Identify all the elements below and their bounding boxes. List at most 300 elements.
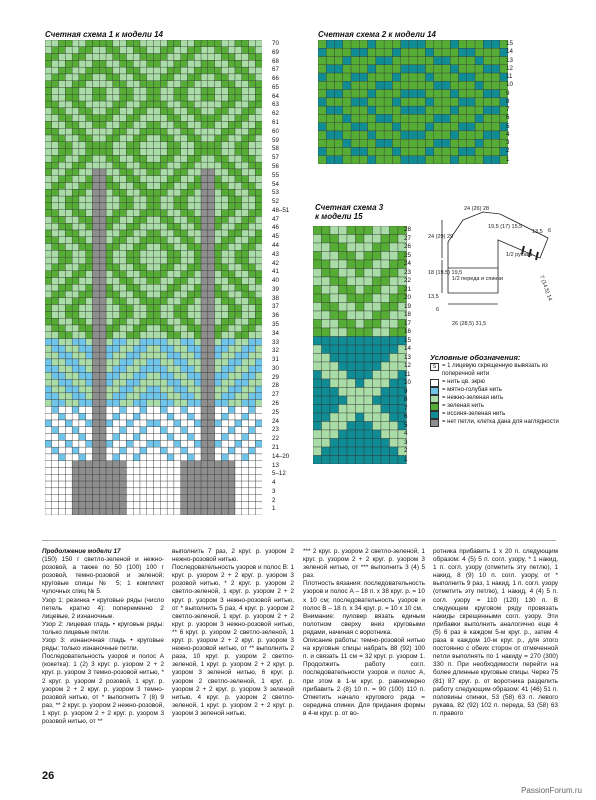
chart1-cell (72, 359, 79, 366)
chart2-cell (409, 156, 417, 164)
chart1-cell (99, 81, 106, 88)
chart1-cell (126, 481, 133, 488)
chart1-cell (133, 169, 140, 176)
chart1-cell (113, 121, 120, 128)
chart1-cell (147, 488, 154, 495)
chart3-cell (339, 226, 348, 235)
chart1-cell (255, 393, 262, 400)
row-number: 5 (506, 122, 510, 130)
chart1-cell (52, 345, 59, 352)
chart3-cell (381, 396, 390, 405)
chart1-cell (154, 196, 161, 203)
chart1-cell (221, 345, 228, 352)
chart1-cell (235, 183, 242, 190)
chart1-cell (72, 386, 79, 393)
chart1-cell (52, 115, 59, 122)
chart1-cell (201, 54, 208, 61)
chart1-cell (86, 400, 93, 407)
chart1-cell (133, 413, 140, 420)
chart1-cell (72, 67, 79, 74)
chart1-cell (235, 203, 242, 210)
row-number: 64 (272, 92, 279, 100)
row-number: 18 (404, 311, 411, 318)
chart1-cell (167, 311, 174, 318)
chart1-cell (86, 393, 93, 400)
paragraph: (150) 150 г светло-зеленой и нежно-розовой, а также по 50 (100) 100 г розовой, темно-розовой и зеленой; круговые спицы № 5; 1 комплект чулочных спиц № 5. (42, 556, 164, 596)
chart1-cell (249, 278, 256, 285)
chart3-cell (381, 269, 390, 278)
chart1-cell (255, 311, 262, 318)
chart1-cell (120, 481, 127, 488)
chart1-cell (106, 495, 113, 502)
chart1-cell (201, 257, 208, 264)
row-number: 2 (272, 496, 276, 504)
chart2-cell (376, 65, 384, 73)
row-number: 23 (404, 268, 411, 276)
chart1-cell (194, 250, 201, 257)
chart1-cell (174, 325, 181, 332)
chart1-cell (221, 298, 228, 305)
chart1-cell (194, 373, 201, 380)
chart1-cell (154, 47, 161, 54)
legend-swatch (430, 419, 439, 427)
chart2-cell (483, 40, 491, 48)
chart1-cell (93, 400, 100, 407)
chart1-cell (147, 400, 154, 407)
chart1-cell (221, 481, 228, 488)
chart1-cell (72, 183, 79, 190)
paragraph: Узор 1: резинка • круговые ряды (число петель кратно 4): попеременно 2 лицевые, 2 изнаночные. (42, 596, 164, 620)
chart1-cell (133, 495, 140, 502)
chart2-cell (376, 40, 384, 48)
chart1-cell (59, 386, 66, 393)
chart1-cell (72, 474, 79, 481)
chart1-cell (194, 291, 201, 298)
chart1-cell (140, 155, 147, 162)
chart1-cell (228, 284, 235, 291)
chart1-cell (228, 47, 235, 54)
chart1-cell (120, 366, 127, 373)
legend-text: = нежно-зеленая нить (442, 395, 504, 401)
chart1-cell (106, 366, 113, 373)
chart1-cell (215, 135, 222, 142)
chart2-cell (335, 123, 343, 131)
chart1-cell (194, 155, 201, 162)
chart3-cell (364, 345, 373, 354)
chart3-cell (364, 405, 373, 414)
chart1-cell (174, 88, 181, 95)
chart1-cell (181, 318, 188, 325)
chart1-cell (65, 413, 72, 420)
chart1-cell (228, 474, 235, 481)
chart1-cell (45, 318, 52, 325)
chart1-cell (194, 393, 201, 400)
chart2-cell (384, 65, 392, 73)
chart3-cell (347, 294, 356, 303)
row-number: 40 (272, 277, 279, 285)
chart1-cell (45, 291, 52, 298)
chart1-cell (93, 244, 100, 251)
chart1-cell (174, 250, 181, 257)
chart1-cell (208, 169, 215, 176)
chart1-cell (235, 413, 242, 420)
chart1-cell (201, 284, 208, 291)
chart1-cell (215, 115, 222, 122)
chart1-cell (188, 230, 195, 237)
chart1-cell (242, 47, 249, 54)
chart1-cell (215, 264, 222, 271)
chart1-cell (154, 244, 161, 251)
chart1-cell (174, 121, 181, 128)
chart1-cell (249, 379, 256, 386)
chart3-cell (356, 311, 365, 320)
chart1-cell (154, 461, 161, 468)
chart1-cell (99, 366, 106, 373)
chart2-cell (475, 106, 483, 114)
chart1-cell (181, 386, 188, 393)
chart1-cell (126, 94, 133, 101)
chart1-cell (79, 311, 86, 318)
chart1-cell (126, 88, 133, 95)
chart1-cell (86, 427, 93, 434)
chart1-cell (174, 237, 181, 244)
chart2-cell (359, 65, 367, 73)
chart1-cell (215, 216, 222, 223)
chart1-cell (99, 434, 106, 441)
chart1-cell (86, 325, 93, 332)
chart2-cell (359, 73, 367, 81)
chart3-cell (373, 243, 382, 252)
chart3-cell (356, 396, 365, 405)
chart1-cell (99, 495, 106, 502)
chart1-cell (106, 257, 113, 264)
chart1-cell (208, 488, 215, 495)
chart1-cell (201, 400, 208, 407)
chart2-cell (434, 98, 442, 106)
chart2-cell (434, 81, 442, 89)
chart1-cell (167, 474, 174, 481)
row-number: 65 (272, 83, 279, 91)
chart1-cell (147, 427, 154, 434)
chart1-cell (208, 359, 215, 366)
chart2-cell (326, 98, 334, 106)
chart1-cell (242, 474, 249, 481)
chart2-cell (492, 40, 500, 48)
legend-text: = нить цв. экрю (442, 379, 485, 385)
chart1-cell (113, 284, 120, 291)
chart1-cell (208, 250, 215, 257)
chart1-cell (79, 94, 86, 101)
chart1-cell (228, 501, 235, 508)
chart1-cell (120, 284, 127, 291)
chart3-cell (322, 439, 331, 448)
chart1-cell (242, 203, 249, 210)
chart1-cell (59, 40, 66, 47)
chart1-cell (133, 318, 140, 325)
chart1-cell (99, 345, 106, 352)
chart1-cell (126, 40, 133, 47)
chart1-cell (140, 183, 147, 190)
chart1-cell (126, 128, 133, 135)
chart1-cell (181, 332, 188, 339)
chart3-cell (381, 413, 390, 422)
row-number: 26 (404, 243, 411, 250)
chart1-cell (194, 359, 201, 366)
chart3-cell (381, 439, 390, 448)
chart1-cell (93, 332, 100, 339)
chart1-cell (65, 406, 72, 413)
chart1-cell (188, 74, 195, 81)
chart1-cell (52, 74, 59, 81)
chart1-cell (120, 495, 127, 502)
chart2-cell (359, 114, 367, 122)
chart1-cell (188, 393, 195, 400)
chart3-cell (356, 243, 365, 252)
chart1-cell (181, 203, 188, 210)
chart1-cell (181, 237, 188, 244)
chart1-cell (249, 481, 256, 488)
chart1-cell (201, 454, 208, 461)
chart1-cell (45, 406, 52, 413)
chart2-cell (425, 114, 433, 122)
chart1-cell (120, 271, 127, 278)
chart1-grid (45, 40, 262, 515)
chart1-cell (249, 447, 256, 454)
chart1-cell (255, 135, 262, 142)
chart1-cell (201, 345, 208, 352)
chart1-cell (188, 121, 195, 128)
row-number: 66 (272, 75, 279, 83)
chart1-cell (221, 149, 228, 156)
chart1-cell (242, 386, 249, 393)
chart1-cell (120, 311, 127, 318)
chart1-cell (188, 169, 195, 176)
chart1-cell (235, 420, 242, 427)
chart2-cell (351, 57, 359, 65)
chart2-cell (351, 131, 359, 139)
chart1-cell (249, 291, 256, 298)
chart1-cell (188, 352, 195, 359)
chart2-cell (450, 73, 458, 81)
chart1-cell (93, 284, 100, 291)
chart2-cell (467, 90, 475, 98)
legend-text: = зеленая нить (442, 403, 484, 409)
chart1-cell (120, 291, 127, 298)
chart1-cell (113, 400, 120, 407)
chart1-cell (228, 413, 235, 420)
chart3-cell (381, 345, 390, 354)
chart1-cell (72, 108, 79, 115)
chart1-cell (59, 74, 66, 81)
chart2-cell (318, 114, 326, 122)
chart1-cell (113, 196, 120, 203)
chart1-cell (140, 88, 147, 95)
chart1-cell (52, 352, 59, 359)
chart1-cell (72, 40, 79, 47)
chart1-cell (86, 47, 93, 54)
row-number: 57 (272, 154, 279, 162)
chart1-cell (167, 325, 174, 332)
chart1-cell (255, 60, 262, 67)
chart1-cell (113, 352, 120, 359)
chart2-cell (335, 98, 343, 106)
chart1-cell (249, 162, 256, 169)
chart1-cell (113, 250, 120, 257)
chart1-cell (255, 264, 262, 271)
chart1-cell (255, 386, 262, 393)
chart1-cell (221, 325, 228, 332)
schema-sleeve-measure: 7 (14,5) 14 (538, 274, 553, 302)
chart2-cell (368, 139, 376, 147)
chart1-cell (208, 393, 215, 400)
chart1-cell (120, 501, 127, 508)
chart1-cell (52, 149, 59, 156)
chart1-cell (221, 393, 228, 400)
chart2-cell (483, 90, 491, 98)
chart1-cell (86, 454, 93, 461)
chart1-cell (126, 332, 133, 339)
chart1-cell (79, 162, 86, 169)
chart1-cell (235, 339, 242, 346)
chart1-cell (113, 74, 120, 81)
chart1-cell (120, 440, 127, 447)
chart1-cell (133, 101, 140, 108)
chart1-cell (45, 325, 52, 332)
chart1-cell (160, 237, 167, 244)
chart1-cell (65, 434, 72, 441)
chart3-cell (356, 235, 365, 244)
chart1-cell (99, 318, 106, 325)
chart2-cell (492, 65, 500, 73)
chart1-cell (86, 359, 93, 366)
chart1-cell (99, 210, 106, 217)
chart1-cell (65, 108, 72, 115)
chart2-cell (318, 147, 326, 155)
chart1-cell (59, 366, 66, 373)
chart2-cell (401, 65, 409, 73)
chart1-cell (167, 481, 174, 488)
chart1-cell (194, 406, 201, 413)
chart1-cell (160, 284, 167, 291)
chart1-cell (86, 40, 93, 47)
chart1-cell (215, 278, 222, 285)
chart1-cell (126, 60, 133, 67)
chart3-cell (313, 413, 322, 422)
chart1-cell (221, 332, 228, 339)
chart1-cell (72, 223, 79, 230)
chart3-cell (347, 388, 356, 397)
row-number: 2 (506, 147, 510, 155)
chart1-cell (65, 366, 72, 373)
chart2-cell (384, 90, 392, 98)
chart1-cell (45, 501, 52, 508)
chart1-cell (93, 481, 100, 488)
chart3-cell (330, 430, 339, 439)
chart1-cell (133, 121, 140, 128)
chart1-cell (249, 434, 256, 441)
chart1-cell (79, 121, 86, 128)
row-number: 3 (272, 487, 276, 495)
chart1-cell (113, 305, 120, 312)
chart1-cell (255, 149, 262, 156)
chart2-cell (376, 73, 384, 81)
chart1-cell (65, 176, 72, 183)
chart1-cell (242, 454, 249, 461)
chart1-cell (65, 345, 72, 352)
chart1-cell (154, 67, 161, 74)
chart1-cell (126, 115, 133, 122)
chart1-cell (52, 94, 59, 101)
chart1-cell (45, 427, 52, 434)
chart1-cell (181, 196, 188, 203)
chart1-cell (215, 155, 222, 162)
chart1-cell (194, 88, 201, 95)
chart1-cell (126, 447, 133, 454)
chart1-cell (208, 311, 215, 318)
chart1-cell (188, 101, 195, 108)
chart1-cell (167, 427, 174, 434)
chart1-cell (99, 196, 106, 203)
chart3-cell (356, 447, 365, 456)
chart1-cell (147, 237, 154, 244)
chart1-cell (79, 169, 86, 176)
chart1-cell (99, 155, 106, 162)
chart1-cell (72, 149, 79, 156)
chart1-cell (133, 149, 140, 156)
chart2-cell (376, 114, 384, 122)
chart1-cell (126, 474, 133, 481)
chart1-cell (167, 149, 174, 156)
chart1-cell (59, 393, 66, 400)
chart1-cell (221, 81, 228, 88)
chart1-cell (154, 318, 161, 325)
chart1-cell (228, 257, 235, 264)
chart1-cell (120, 420, 127, 427)
chart3-cell (313, 328, 322, 337)
chart1-cell (106, 474, 113, 481)
chart3-cell (330, 243, 339, 252)
chart1-cell (126, 352, 133, 359)
chart1-cell (113, 508, 120, 515)
chart1-cell (45, 196, 52, 203)
chart1-cell (235, 359, 242, 366)
chart1-cell (93, 325, 100, 332)
chart1-cell (201, 291, 208, 298)
chart1-cell (65, 115, 72, 122)
row-number: 54 (272, 180, 279, 188)
legend-text: = нет петли, клетка дана для наглядности (442, 419, 559, 425)
chart3-cell (322, 388, 331, 397)
chart1-cell (208, 115, 215, 122)
chart1-cell (113, 108, 120, 115)
chart3-cell (364, 320, 373, 329)
chart1-cell (228, 461, 235, 468)
chart1-cell (147, 481, 154, 488)
chart2-cell (442, 73, 450, 81)
chart1-cell (147, 169, 154, 176)
chart1-cell (201, 352, 208, 359)
chart1-cell (215, 183, 222, 190)
chart1-cell (235, 230, 242, 237)
chart1-cell (126, 108, 133, 115)
chart3-cell (322, 337, 331, 346)
chart2-cell (467, 65, 475, 73)
chart1-cell (160, 196, 167, 203)
chart1-cell (147, 88, 154, 95)
chart1-cell (249, 325, 256, 332)
chart1-cell (221, 94, 228, 101)
chart1-cell (221, 359, 228, 366)
